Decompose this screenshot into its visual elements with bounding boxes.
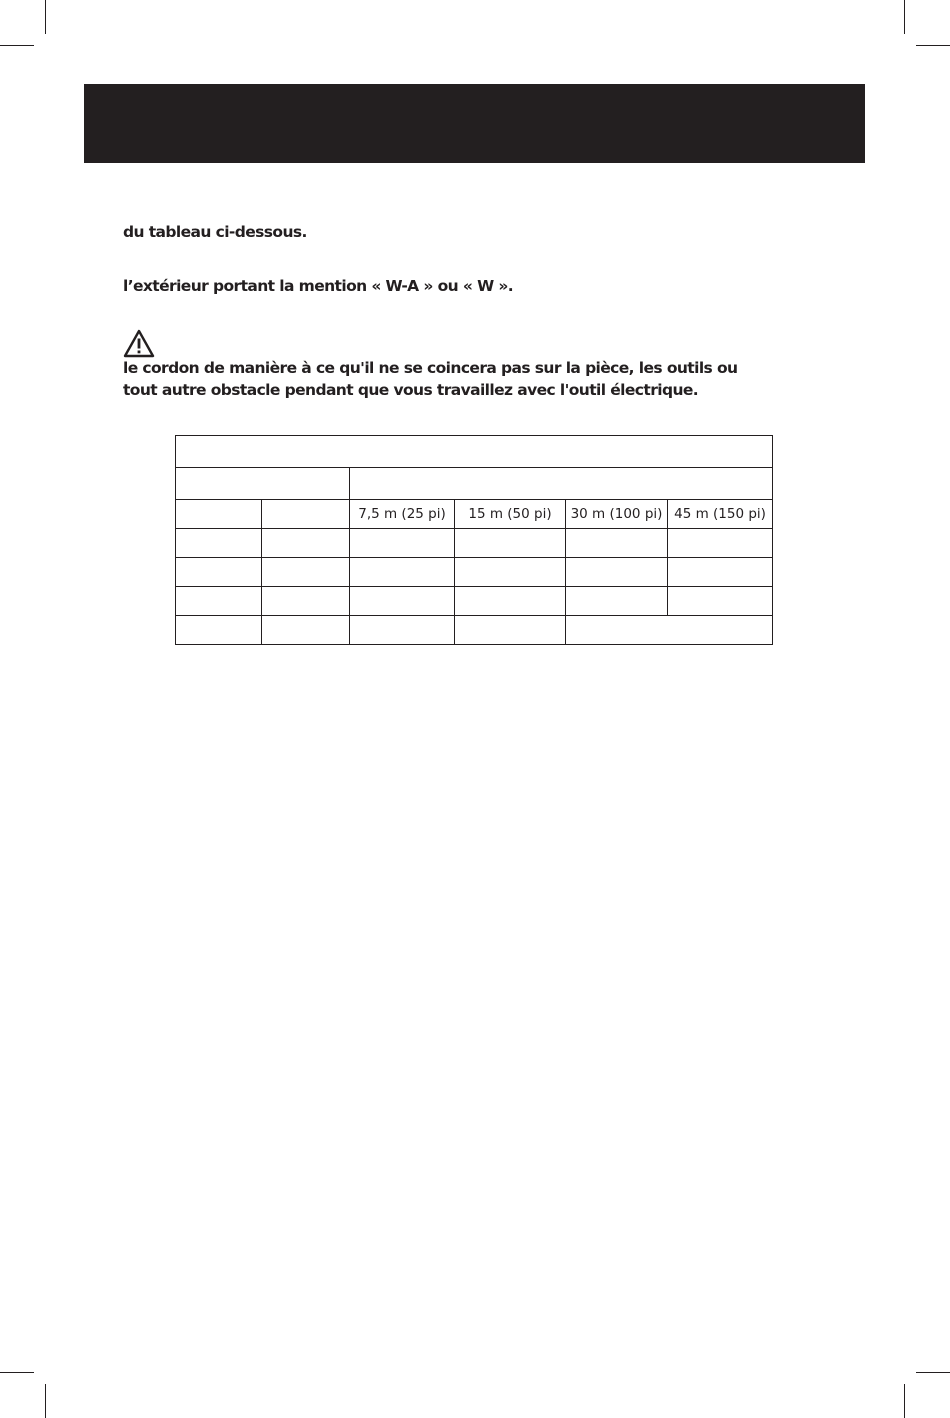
length-header-cell: 15 m (50 pi) bbox=[455, 500, 566, 529]
table-cell bbox=[176, 616, 262, 645]
crop-mark bbox=[916, 1372, 950, 1373]
crop-mark bbox=[904, 0, 905, 34]
length-header-cell: 7,5 m (25 pi) bbox=[350, 500, 455, 529]
table-cell bbox=[176, 529, 262, 558]
crop-mark bbox=[0, 1372, 34, 1373]
table-cell bbox=[455, 616, 566, 645]
paragraph-table-reference bbox=[123, 221, 307, 243]
table-cell bbox=[455, 529, 566, 558]
table-cell bbox=[262, 616, 350, 645]
table-cell bbox=[668, 529, 773, 558]
table-cell bbox=[566, 587, 668, 616]
table-cell bbox=[176, 587, 262, 616]
table-header-cell bbox=[350, 468, 773, 500]
length-header-cell: 30 m (100 pi) bbox=[566, 500, 668, 529]
crop-mark bbox=[45, 0, 46, 34]
table-cell bbox=[566, 529, 668, 558]
table-cell bbox=[262, 587, 350, 616]
table-cell bbox=[350, 587, 455, 616]
table-cell bbox=[350, 616, 455, 645]
warning-paragraph bbox=[123, 357, 737, 401]
crop-mark bbox=[904, 1384, 905, 1418]
table-title-row bbox=[176, 436, 773, 468]
warning-triangle-icon bbox=[123, 329, 155, 358]
crop-mark bbox=[916, 45, 950, 46]
table-title-cell bbox=[176, 436, 773, 468]
warning-line: tout autre obstacle pendant que vous travaillez avec l'outil électrique. bbox=[123, 381, 699, 399]
table-cell bbox=[350, 558, 455, 587]
warning-line: le cordon de manière à ce qu'il ne se coincera pas sur la pièce, les outils ou bbox=[123, 359, 738, 377]
table-header-cell bbox=[176, 468, 350, 500]
table-row bbox=[176, 616, 773, 645]
table-cell bbox=[668, 558, 773, 587]
length-header-cell: 45 m (150 pi) bbox=[668, 500, 773, 529]
header-band bbox=[84, 84, 865, 163]
extension-cord-table bbox=[175, 435, 773, 645]
table-row bbox=[176, 558, 773, 587]
table-group-header-row bbox=[176, 468, 773, 500]
crop-mark bbox=[0, 45, 34, 46]
paragraph-line: l’extérieur portant la mention « W-A » ou « W ». bbox=[123, 277, 514, 295]
table-cell bbox=[455, 587, 566, 616]
table-cell bbox=[350, 529, 455, 558]
crop-mark bbox=[45, 1384, 46, 1418]
table-length-header-row bbox=[176, 500, 773, 529]
table-header-cell bbox=[176, 500, 262, 529]
table-cell bbox=[455, 558, 566, 587]
table-cell bbox=[668, 587, 773, 616]
paragraph-line: du tableau ci-dessous. bbox=[123, 223, 307, 241]
table-cell bbox=[262, 529, 350, 558]
table-cell bbox=[566, 616, 773, 645]
table-cell bbox=[566, 558, 668, 587]
table-cell bbox=[176, 558, 262, 587]
table-header-cell bbox=[262, 500, 350, 529]
table-row bbox=[176, 587, 773, 616]
table-cell bbox=[262, 558, 350, 587]
paragraph-outdoor-cord bbox=[123, 275, 513, 297]
table-row bbox=[176, 529, 773, 558]
